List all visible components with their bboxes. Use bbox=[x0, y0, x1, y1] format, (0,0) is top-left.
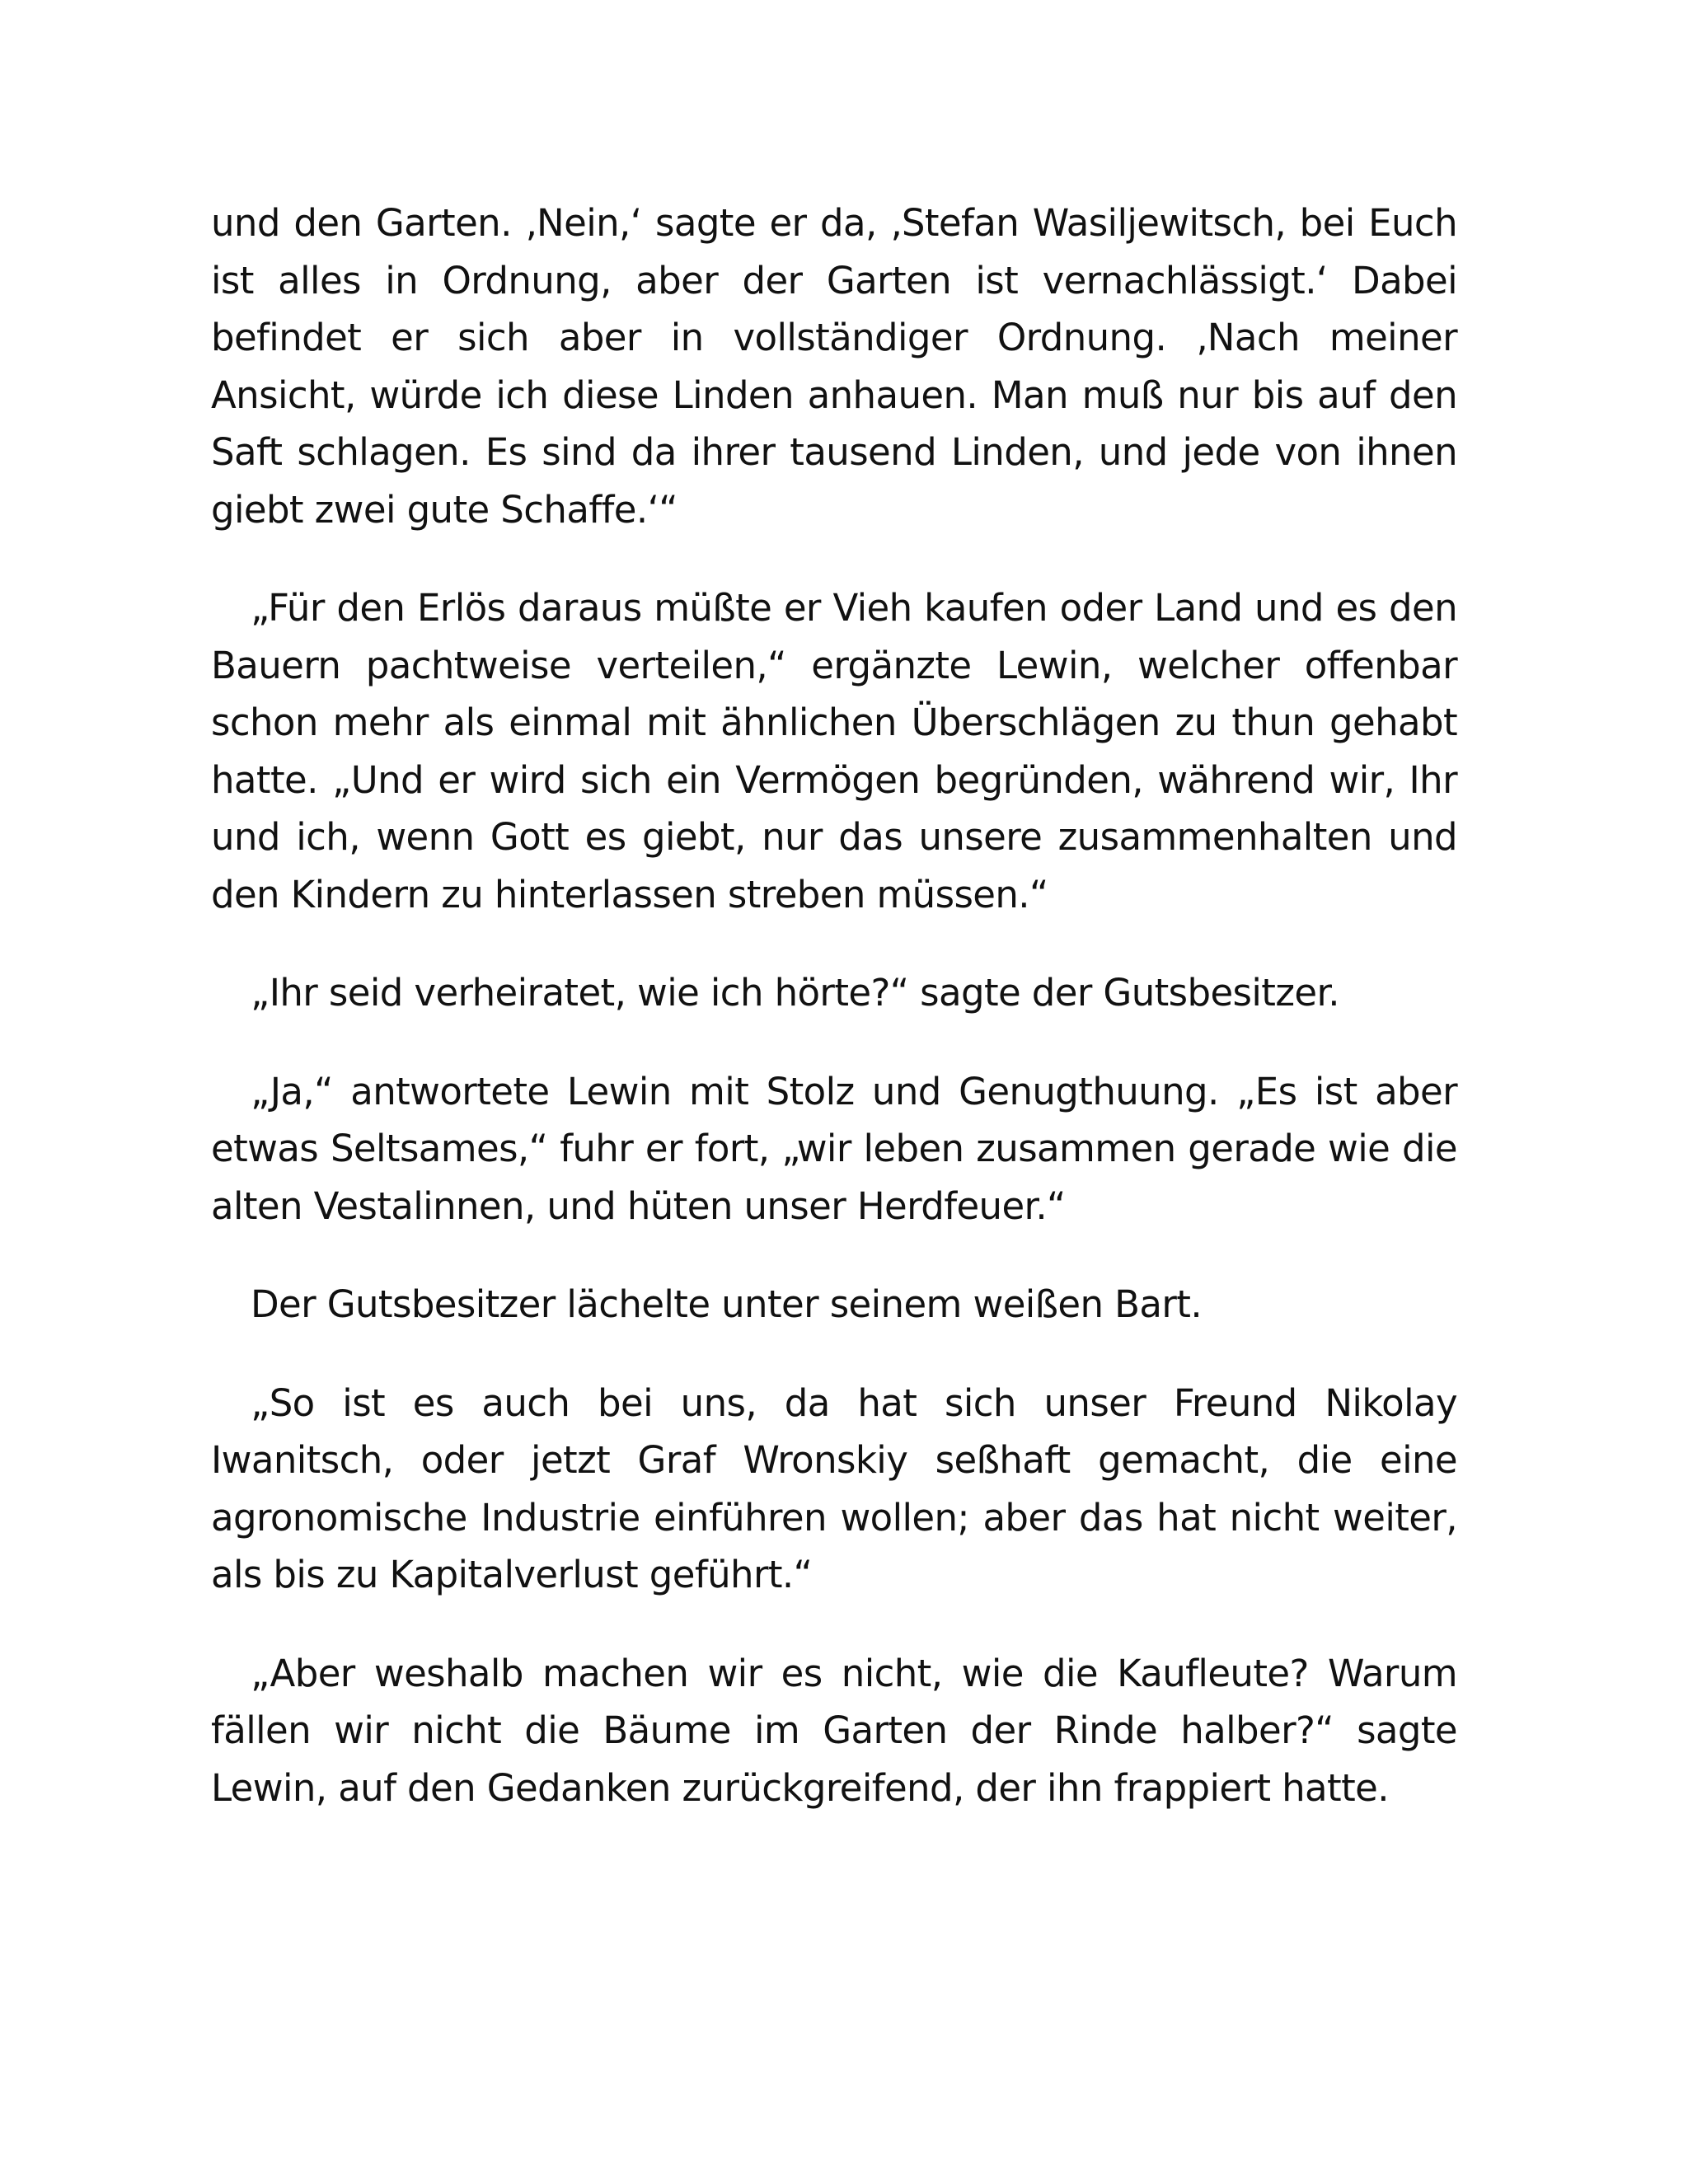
paragraph-6: „So ist es auch bei uns, da hat sich unser Freund Nikolay Iwanitsch, oder jetzt Graf Wronskiy seßhaft gemacht, die eine agronomische Industrie einführen wollen; aber das hat nicht weiter, als bis zu Kapitalverlust geführt.“ bbox=[211, 1380, 1457, 1596]
paragraph-5: Der Gutsbesitzer lächelte unter seinem weißen Bart. bbox=[251, 1282, 1203, 1326]
body-text bbox=[211, 194, 1457, 1858]
paragraph-3: „Ihr seid verheiratet, wie ich hörte?“ sagte der Gutsbesitzer. bbox=[251, 971, 1339, 1015]
paragraph-1: und den Garten. ‚Nein,‘ sagte er da, ‚Stefan Wasiljewitsch, bei Euch ist alles in Ordnung, aber der Garten ist vernachlässigt.‘ Dabei befindet er sich aber in vollständiger Ordnung. ‚Nach meiner Ansicht, würde ich diese Linden anhauen. Man muß nur bis auf den Saft schlagen. Es sind da ihrer tausend Linden, und jede von ihnen giebt zwei gute Schaffe.‘“ bbox=[211, 201, 1457, 532]
paragraph-2: „Für den Erlös daraus müßte er Vieh kaufen oder Land und es den Bauern pachtweise verteilen,“ ergänzte Lewin, welcher offenbar schon mehr als einmal mit ähnlichen Überschlägen zu thun gehabt hatte. „Und er wird sich ein Vermögen begründen, während wir, Ihr und ich, wenn Gott es giebt, nur das unsere zusammenhalten und den Kindern zu hinterlassen streben müssen.“ bbox=[211, 586, 1457, 916]
paragraph-4: „Ja,“ antwortete Lewin mit Stolz und Genugthuung. „Es ist aber etwas Seltsames,“ fuhr er fort, „wir leben zusammen gerade wie die alten Vestalinnen, und hüten unser Herdfeuer.“ bbox=[211, 1069, 1457, 1228]
paragraph-7: „Aber weshalb machen wir es nicht, wie die Kaufleute? Warum fällen wir nicht die Bäume im Garten der Rinde halber?“ sagte Lewin, auf den Gedanken zurückgreifend, der ihn frappiert hatte. bbox=[211, 1651, 1457, 1810]
